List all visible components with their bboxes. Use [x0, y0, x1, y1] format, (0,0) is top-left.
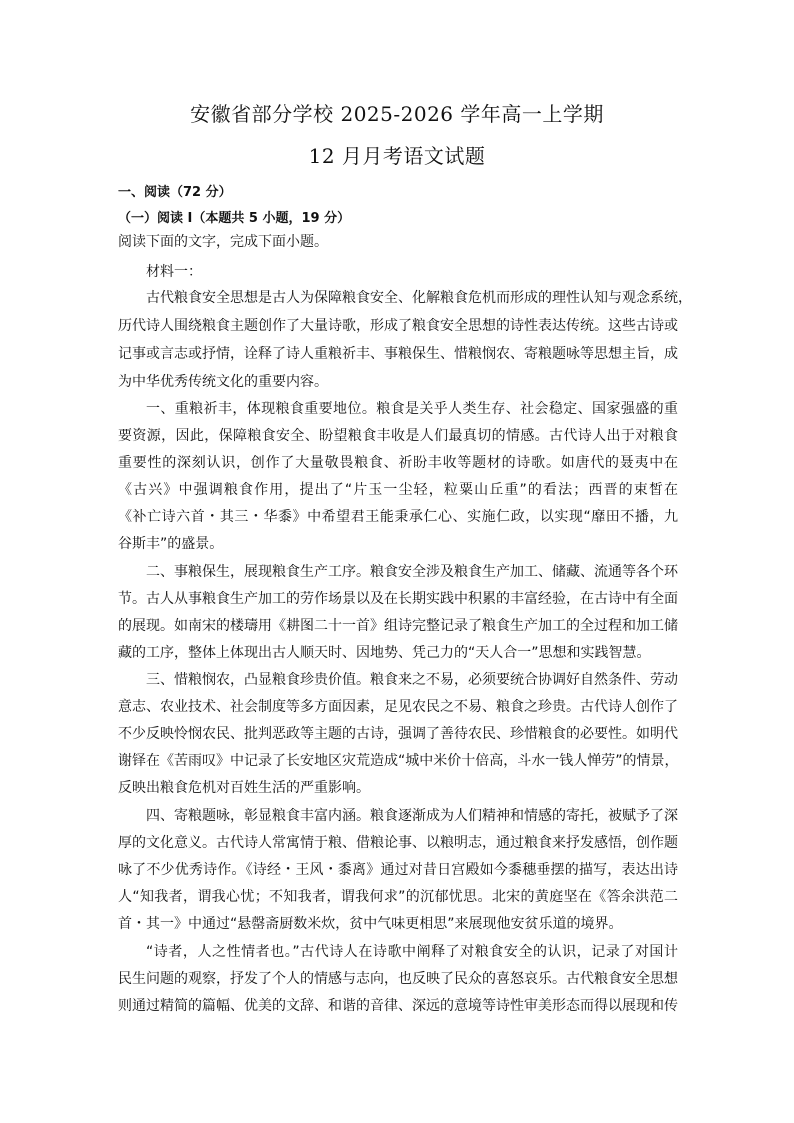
exam-title-line1: 安徽省部分学校 2025-2026 学年高一上学期 — [190, 102, 604, 126]
text-line: 厚的文化意义。古代诗人常寓情于粮、借粮论事、以粮明志，通过粮食来抒发感悟，创作题 — [118, 835, 678, 851]
text-line: 藏的工序，整体上体现出古人顺天时、因地势、凭己力的“天人合一”思想和实践智慧。 — [118, 645, 651, 661]
text-line: 《古兴》中强调粮食作用，提出了“片玉一尘轻，粒粟山丘重”的看法；西晋的束皙在 — [118, 482, 678, 498]
instruction-text: 阅读下面的文字，完成下面小题。 — [118, 234, 328, 250]
text-line: 则通过精简的篇幅、优美的文辞、和谐的音律、深远的意境等诗性审美形态而得以展现和传 — [118, 998, 678, 1014]
text-line: 记事或言志或抒情，诠释了诗人重粮祈丰、事粮保生、惜粮悯农、寄粮题咏等思想主旨，成 — [118, 346, 678, 362]
text-line: 古代粮食安全思想是古人为保障粮食安全、化解粮食危机而形成的理性认知与观念系统， — [146, 290, 692, 306]
text-line: 咏了不少优秀诗作。《诗经・王风・黍离》通过对昔日宫殿如今黍穗垂摆的描写，表达出诗 — [118, 862, 678, 878]
text-line: 历代诗人围绕粮食主题创作了大量诗歌，形成了粮食安全思想的诗性表达传统。这些古诗或 — [118, 318, 678, 334]
text-line: 为中华优秀传统文化的重要内容。 — [118, 374, 328, 390]
text-line: 首・其一》中通过“悬罄斋厨数米炊，贫中气味更相思”来展现他安贫乐道的境界。 — [118, 916, 623, 932]
text-line: 三、惜粮悯农，凸显粮食珍贵价值。粮食来之不易，必须要统合协调好自然条件、劳动 — [146, 672, 678, 688]
exam-title-line2: 12 月月考语文试题 — [308, 144, 486, 168]
text-line: 重要性的深刻认识，创作了大量敬畏粮食、祈盼丰收等题材的诗歌。如唐代的聂夷中在 — [118, 455, 678, 471]
text-line: 反映出粮食危机对百姓生活的严重影响。 — [118, 780, 370, 796]
subsection-heading: （一）阅读 I（本题共 5 小题，19 分） — [118, 211, 351, 226]
text-line: 一、重粮祈丰，体现粮食重要地位。粮食是关乎人类生存、社会稳定、国家强盛的重 — [146, 401, 678, 417]
text-line: 节。古人从事粮食生产加工的劳作场景以及在长期实践中积累的丰富经验，在古诗中有全面 — [118, 591, 678, 607]
text-line: 意志、农业技术、社会制度等多方面因素，足见农民之不易、粮食之珍贵。古代诗人创作了 — [118, 699, 678, 715]
text-line: 要资源，因此，保障粮食安全、盼望粮食丰收是人们最真切的情感。古代诗人出于对粮食 — [118, 428, 678, 444]
text-line: 的展现。如南宋的楼璹用《耕图二十一首》组诗完整记录了粮食生产加工的全过程和加工储 — [118, 618, 678, 634]
text-line: “诗者，人之性情者也。”古代诗人在诗歌中阐释了对粮食安全的认识，记录了对国计 — [146, 944, 678, 960]
text-line: 二、事粮保生，展现粮食生产工序。粮食安全涉及粮食生产加工、储藏、流通等各个环 — [146, 564, 678, 580]
text-line: 谷斯丰”的盛景。 — [118, 536, 224, 552]
text-line: 民生问题的观察，抒发了个人的情感与志向，也反映了民众的喜怒哀乐。古代粮食安全思想 — [118, 971, 678, 987]
text-line: 人“知我者，谓我心忧；不知我者，谓我何求”的沉郁忧思。北宋的黄庭坚在《答余洪范二 — [118, 889, 678, 905]
material-label: 材料一： — [146, 264, 202, 280]
text-line: 《补亡诗六首・其三・华黍》中希望君王能秉承仁心、实施仁政，以实现“靡田不播，九 — [118, 509, 678, 525]
section-heading: 一、阅读（72 分） — [118, 185, 232, 200]
text-line: 四、寄粮题咏，彰显粮食丰富内涵。粮食逐渐成为人们精神和情感的寄托，被赋予了深 — [146, 808, 678, 824]
text-line: 不少反映怜悯农民、批判恶政等主题的古诗，强调了善待农民、珍惜粮食的必要性。如明代 — [118, 726, 678, 742]
text-line: 谢铎在《苦雨叹》中记录了长安地区灾荒造成“城中米价十倍高，斗水一钱人惮劳”的情景， — [118, 753, 679, 769]
